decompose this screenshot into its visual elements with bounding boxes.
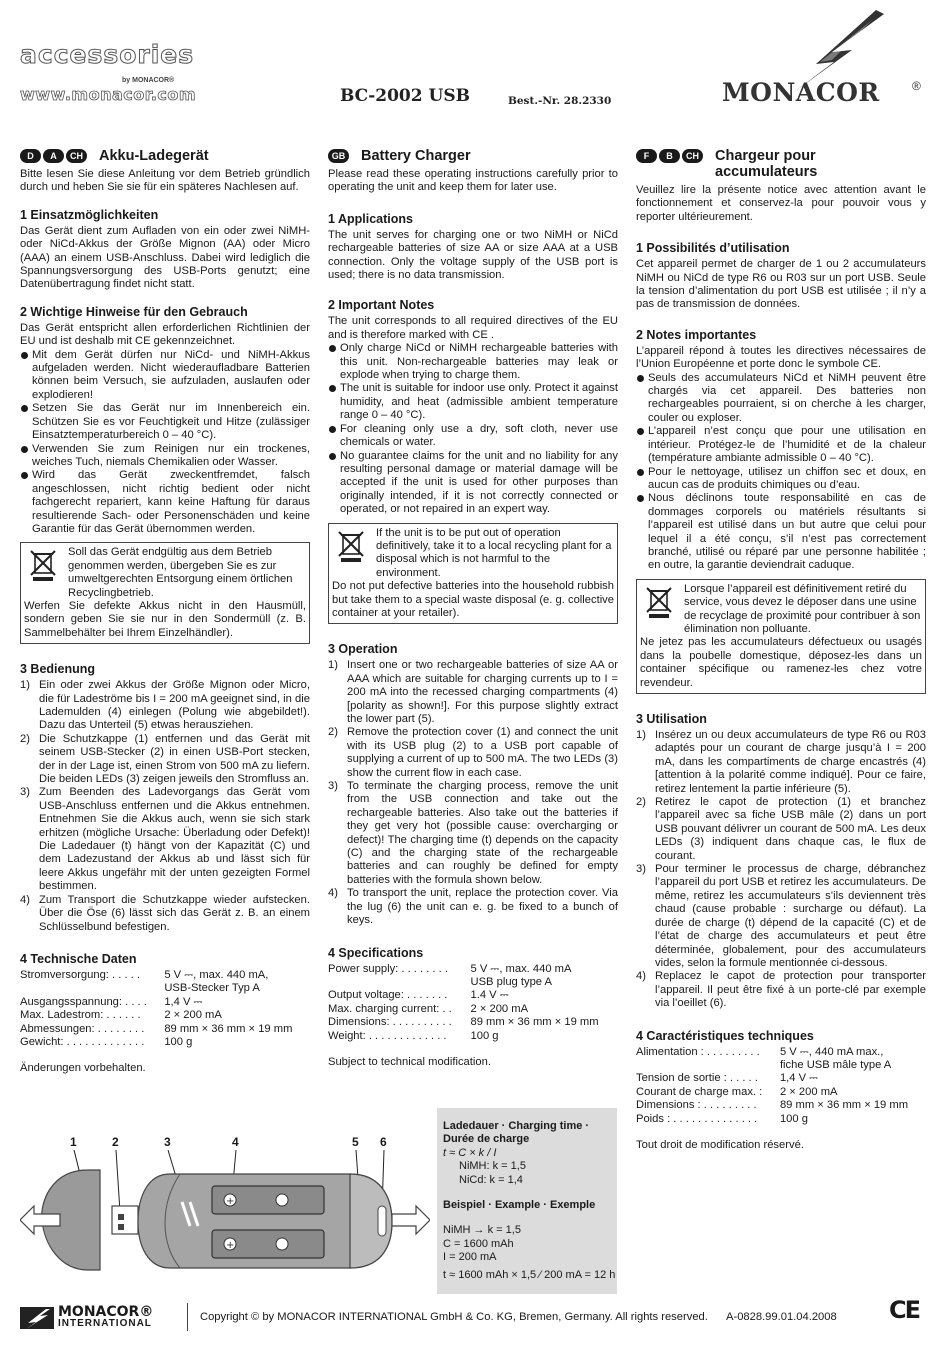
intro-text: Veuillez lire la présente notice avec attention avant le fonctionnement et conservez-la pour pouvoir vous y reporter ultérieurement. (636, 184, 926, 223)
example-line: NiMH → k = 1,5 (443, 1224, 521, 1237)
recycle-text: Soll das Gerät endgültig aus dem Betrieb genommen werden, übergeben Sie es zur umweltgerechten Entsorgung einem örtlichen Recyclingbetrieb. (68, 546, 293, 599)
registered-mark: ® (912, 79, 921, 93)
table-row: USB plug type A (470, 975, 552, 988)
list-item: 4) To transport the unit, replace the protection cover. Via the lug (6) the unit can e. g. be fixed to a bunch of keys. (328, 887, 618, 927)
heading: 1 Possibilités d’utilisation (636, 241, 790, 256)
list-item: Pour le nettoyage, utilisez un chiffon sec et doux, en aucun cas de produits chimiques ou d’eau. (636, 466, 926, 493)
numbered-list (636, 729, 926, 1011)
table-row: Dimensions: . . . . . . . . . . 89 mm × 36 mm × 19 mm (328, 1016, 599, 1029)
figure-label: 5 (352, 1135, 359, 1149)
column-german (20, 148, 310, 1076)
order-number: Best.-Nr. 28.2330 (508, 95, 612, 107)
list-item: Verwenden Sie zum Reinigen nur ein trockenes, weiches Tuch, niemals Chemikalien oder Wasser. (20, 443, 310, 470)
brand-accessories: accessories (20, 40, 195, 69)
list-item: Only charge NiCd or NiMH rechargeable batteries with this unit. Non-rechargeable batteries may leak or explode when trying to charge them. (328, 342, 618, 382)
battery-disposal-text: Werfen Sie defekte Akkus nicht in den Hausmüll, sondern geben Sie sie nur in den Sondermüll (z. B. Sammelbehälter bei Ihrem Einzelhändler). (24, 599, 306, 639)
paragraph: Das Gerät dient zum Aufladen von ein oder zwei NiMH- oder NiCd-Akkus der Größe Mignon (AA) oder Micro (AAA) an einem USB-Anschluss. Dabei wird lediglich die Spannungsversorgung des USB-Ports genutzt; eine Datenübertragung findet nicht statt. (20, 224, 310, 291)
table-row: Abmessungen: . . . . . . . . 89 mm × 36 mm × 19 mm (20, 1022, 293, 1035)
paragraph: L’appareil répond à toutes les directives nécessaires de l’Union Européenne et porte donc le symbole CE. (636, 344, 926, 371)
table-row: Power supply: . . . . . . . . 5 V ⎓, max. 440 mA (328, 962, 572, 975)
figure-label: 1 (70, 1135, 77, 1149)
list-item: 1) Insérez un ou deux accumulateurs de type R6 ou R03 adaptés pour un courant de charge jusqu’à I = 200 mA, dans les compartiments de charge encastrés (4) [attention à la polarité comme indiqué]. Pour ce faire, retirez lentement la partie inférieure (5). (636, 729, 926, 795)
spec-table (328, 963, 618, 1043)
svg-text:+: + (226, 1196, 235, 1207)
heading: 4 Caractéristiques techniques (636, 1028, 814, 1043)
recycle-notice (636, 579, 926, 694)
country-badge: CH (66, 149, 87, 163)
list-item: 2) Die Schutzkappe (1) entfernen und das Gerät mit seinem USB-Stecker (2) in einen USB-Port stecken, der in der Lage ist, einen Strom von 500 mA zu liefern. Die beiden LEDs (3) zeigen jeweils den Stromfluss an. (20, 732, 310, 786)
table-row: Poids : . . . . . . . . . . . . . . 100 g (636, 1112, 808, 1125)
heading: 1 Einsatzmöglichkeiten (20, 207, 159, 222)
intro-text: Bitte lesen Sie diese Anleitung vor dem Betrieb gründlich durch und heben Sie sie für ein späteres Nachlesen auf. (20, 168, 310, 194)
table-row: Stromversorgung: . . . . . 5 V ⎓, max. 440 mA, (20, 968, 269, 981)
bullet-list (20, 349, 310, 537)
section-title (328, 148, 618, 164)
example-line: C = 1600 mAh (443, 1237, 514, 1250)
table-row: Ausgangsspannung: . . . . 1,4 V ⎓ (20, 995, 203, 1008)
example-result: t ≈ 1600 mAh × 1,5 ⁄ 200 mA = 12 h (443, 1268, 616, 1281)
charging-time-box (437, 1108, 617, 1294)
footnote: Änderungen vorbehalten. (20, 1062, 146, 1075)
section-title (20, 148, 310, 164)
battery-disposal-text: Do not put defective batteries into the household rubbish but take them to a special waste disposal (e. g. collective container at your retailer). (332, 580, 614, 619)
title-text: Chargeur pour accumulateurs (715, 148, 818, 180)
numbered-list (20, 679, 310, 934)
table-row: Max. charging current: . . 2 × 200 mA (328, 1002, 529, 1015)
footer-logo-line1: MONACOR® (58, 1304, 154, 1320)
crossed-bin-icon (24, 546, 62, 600)
table-row: Alimentation : . . . . . . . . . 5 V ⎓, 440 mA max., (636, 1045, 884, 1058)
charging-formula: t ≈ C × k / I (443, 1146, 497, 1159)
list-item: Wird das Gerät zweckentfremdet, falsch angeschlossen, nicht richtig bedient oder nicht fachgerecht repariert, kann keine Haftung für daraus resultierende Sach- oder Personenschäden und keine Garantie für das Gerät übernommen werden. (20, 469, 310, 536)
figure-label: 3 (164, 1135, 171, 1149)
crossed-bin-icon (332, 527, 370, 581)
monacor-logo: MONACOR (722, 78, 880, 107)
figure-label: 2 (112, 1135, 119, 1149)
intro-text: Please read these operating instructions carefully prior to operating the unit and keep them for later use. (328, 168, 618, 194)
list-item: The unit is suitable for indoor use only. Protect it against humidity, and heat (admissible ambient temperature range 0 – 40 °C). (328, 382, 618, 422)
table-row: Tension de sortie : . . . . . 1,4 V ⎓ (636, 1072, 819, 1085)
paragraph: Das Gerät entspricht allen erforderlichen Richtlinien der EU und ist deshalb mit CE gekennzeichnet. (20, 321, 310, 348)
recycle-text: Lorsque l’appareil est définitivement retiré du service, vous devez le déposer dans une usine de recyclage de proximité pour contribuer à son élimination non polluante. (684, 582, 921, 635)
svg-text:+: + (226, 1240, 235, 1251)
nicd-factor: NiCd: k = 1,4 (459, 1173, 523, 1186)
country-badge: F (636, 149, 657, 163)
nimh-factor: NiMH: k = 1,5 (459, 1160, 526, 1173)
country-badge: D (20, 149, 41, 163)
list-item: 1) Insert one or two rechargeable batteries of size AA or AAA which are suitable for charging currents up to I = 200 mA into the recessed charging compartments (4) [polarity as shown!]. For this purpose slightly extract the lower part (5). (328, 659, 618, 725)
list-item: 3) Pour terminer le processus de charge, débranchez l’appareil du port USB et retirez les accumulateurs. De même, retirez les accumulateurs s’ils deviennent très chaud (cause probable : surcharge ou défaut). La durée de charge (t) dépend de la capacité (C) et de l’état de charge des accumulateurs et peut être déterminée, globalement, pour des accumulateurs vides, selon la formule mentionnée ci-dessous. (636, 863, 926, 969)
country-badge: A (43, 149, 64, 163)
footer-divider (187, 1303, 188, 1331)
paragraph: The unit serves for charging one or two NiMH or NiCd rechargeable batteries of size AA or size AAA at a USB connection. Only the voltage supply of the USB port is used; there is no data transmission. (328, 228, 618, 282)
footer-logo-line2: INTERNATIONAL (58, 1318, 152, 1329)
list-item: 2) Remove the protection cover (1) and connect the unit with its USB plug (2) to a USB port capable of supplying a current of up to 500 mA. The two LEDs (3) show the current flow in each case. (328, 726, 618, 779)
title-text: Akku-Ladegerät (99, 148, 209, 164)
list-item: Mit dem Gerät dürfen nur NiCd- und NiMH-Akkus aufgeladen werden. Nicht wiederaufladbare Batterien können beim Versuch, sie aufzuladen, auslaufen oder explodieren! (20, 349, 310, 403)
footnote: Tout droit de modification réservé. (636, 1138, 804, 1151)
example-line: I = 200 mA (443, 1251, 497, 1264)
charging-title: Ladedauer · Charging time · (443, 1120, 590, 1132)
table-row: Dimensions : . . . . . . . . . 89 mm × 36 mm × 19 mm (636, 1099, 909, 1112)
paragraph: The unit corresponds to all required directives of the EU and is therefore marked with CE . (328, 315, 618, 341)
list-item: Nous déclinons toute responsabilité en cas de dommages corporels ou matériels résultants si l’appareil est utilisé dans un but autre que celui pour lequel il a été conçu, s’il n’est pas correctement branché, utilisé ou réparé par une personne habilitée ; en outre, la garantie deviendrait caduque. (636, 492, 926, 572)
battery-disposal-text: Ne jetez pas les accumulateurs défectueux ou usagés dans la poubelle domestique, déposez-les dans un container spécifique ou ramenez-les chez votre revendeur. (640, 636, 922, 689)
list-item: Setzen Sie das Gerät nur im Innenbereich ein. Schützen Sie es vor Feuchtigkeit und Hitze (zulässiger Einsatztemperaturbereich 0 – 40 °C). (20, 402, 310, 442)
numbered-list (328, 659, 618, 927)
title-text: Battery Charger (361, 148, 471, 164)
table-row: USB-Stecker Typ A (164, 982, 260, 995)
heading: 3 Bedienung (20, 662, 96, 677)
charging-title-2: Durée de charge (443, 1133, 530, 1146)
list-item: L’appareil n’est conçu que pour une utilisation en intérieur. Protégez-le de l’humidité et de la chaleur (température ambiante admissible 0 – 40 °C). (636, 425, 926, 465)
heading: 2 Notes importantes (636, 327, 757, 342)
device-figure (20, 1134, 430, 1294)
brand-url: www.monacor.com (20, 85, 197, 104)
ce-mark-icon: CE (889, 1296, 920, 1324)
country-badge: GB (328, 149, 349, 163)
brand-by-monacor: by MONACOR® (122, 77, 175, 84)
recycle-notice (20, 542, 310, 644)
figure-label: 6 (380, 1135, 387, 1149)
list-item: Seuls des accumulateurs NiCd et NiMH peuvent être chargés via cet appareil. Des batteries non rechargeables pourraient, si on cherche à les charger, couler ou exploser. (636, 372, 926, 426)
list-item: 3) To terminate the charging process, remove the unit from the USB connection and take out the rechargeable batteries. Also take out the batteries if they get very hot (possible cause: overcharging or defect)! The charging time (t) depends on the capacity (C) and the charging state of the rechargeable batteries and can roughly be defined for empty batteries with the formula shown below. (328, 780, 618, 886)
column-french (636, 148, 926, 1152)
column-english (328, 148, 618, 1069)
document-number: A-0828.99.01.04.2008 (726, 1311, 837, 1323)
footnote: Subject to technical modification. (328, 1055, 491, 1068)
table-row: Output voltage: . . . . . . . 1.4 V ⎓ (328, 989, 509, 1002)
list-item: 2) Retirez le capot de protection (1) et branchez l’appareil avec sa fiche USB mâle (2) dans un port USB pouvant délivrer un courant de 500 mA. Les deux LEDs (3) indiquent dans chaque cas, le flux de courant. (636, 796, 926, 862)
example-title: Beispiel · Example · Exemple (443, 1199, 596, 1212)
list-item: No guarantee claims for the unit and no liability for any resulting personal damage or material damage will be accepted if the unit is used for other purposes than originally intended, if it is not correctly connected or operated, or not repaired in an expert way. (328, 450, 618, 517)
list-item: 3) Zum Beenden des Ladevorgangs das Gerät vom USB-Anschluss entfernen und die Akkus entnehmen. Entnehmen Sie die Akkus auch, wenn sie sich stark erhitzen (mögliche Ursache: Überladung oder Defekt)! Die Ladedauer (t) hängt von der Kapazität (C) und dem Ladezustand der Akkus ab und lässt sich für leere Akkus ungefähr mit der unten gezeigten Formel bestimmen. (20, 786, 310, 893)
table-row: Weight: . . . . . . . . . . . . . 100 g (328, 1029, 499, 1042)
heading: 3 Utilisation (636, 712, 707, 726)
monacor-bolt-icon (20, 1305, 54, 1331)
list-item: 1) Ein oder zwei Akkus der Größe Mignon oder Micro, die für Ladeströme bis I = 200 mA geeignet sind, in die Lademulden (4) einlegen (Polung wie abgebildet!). Dazu das Unterteil (5) etwas herausziehen. (20, 679, 310, 732)
list-item: For cleaning only use a dry, soft cloth, never use chemicals or water. (328, 423, 618, 450)
device-drawing (20, 1134, 430, 1294)
table-row: Max. Ladestrom: . . . . . . 2 × 200 mA (20, 1009, 222, 1022)
list-item: 4) Replacez le capot de protection pour transporter l’appareil. Il peut être fixé à un porte-clé par exemple via l’oeillet (6). (636, 970, 926, 1010)
heading: 1 Applications (328, 211, 413, 226)
table-row: fiche USB mâle type A (779, 1058, 892, 1071)
table-row: Gewicht: . . . . . . . . . . . . . 100 g (20, 1035, 193, 1048)
crossed-bin-icon (640, 583, 678, 637)
section-title (636, 148, 926, 180)
heading: 3 Operation (328, 642, 398, 657)
footer-logo (20, 1305, 153, 1331)
paragraph: Cet appareil permet de charger de 1 ou 2 accumulateurs NiMH ou NiCd de type R6 ou R03 sur un port USB. Seule la tension d’alimentation du port USB est utilisée ; il n’y a pas de transmission de données. (636, 258, 926, 311)
copyright-text: Copyright © by MONACOR INTERNATIONAL GmbH & Co. KG, Bremen, Germany. All rights reserved. (200, 1311, 708, 1323)
bullet-list (636, 372, 926, 573)
heading: 4 Technische Daten (20, 951, 137, 966)
spec-table (20, 969, 310, 1049)
model-name: BC-2002 USB (340, 86, 470, 106)
list-item: 4) Zum Transport die Schutzkappe wieder aufstecken. Über die Öse (6) lässt sich das Gerät z. B. an einem Schlüsselbund befestigen. (20, 893, 310, 933)
recycle-text: If the unit is to be put out of operation definitively, take it to a local recycling plant for a disposal which is not harmful to the environment. (376, 526, 612, 579)
table-row: Courant de charge max. : 2 × 200 mA (636, 1085, 838, 1098)
heading: 2 Wichtige Hinweise für den Gebrauch (20, 304, 248, 319)
spec-table (636, 1046, 926, 1126)
country-badge: CH (682, 149, 703, 163)
recycle-notice (328, 523, 618, 625)
figure-label: 4 (232, 1135, 239, 1149)
bullet-list (328, 342, 618, 516)
country-badge: B (659, 149, 680, 163)
heading: 2 Important Notes (328, 298, 435, 313)
heading: 4 Specifications (328, 945, 424, 960)
